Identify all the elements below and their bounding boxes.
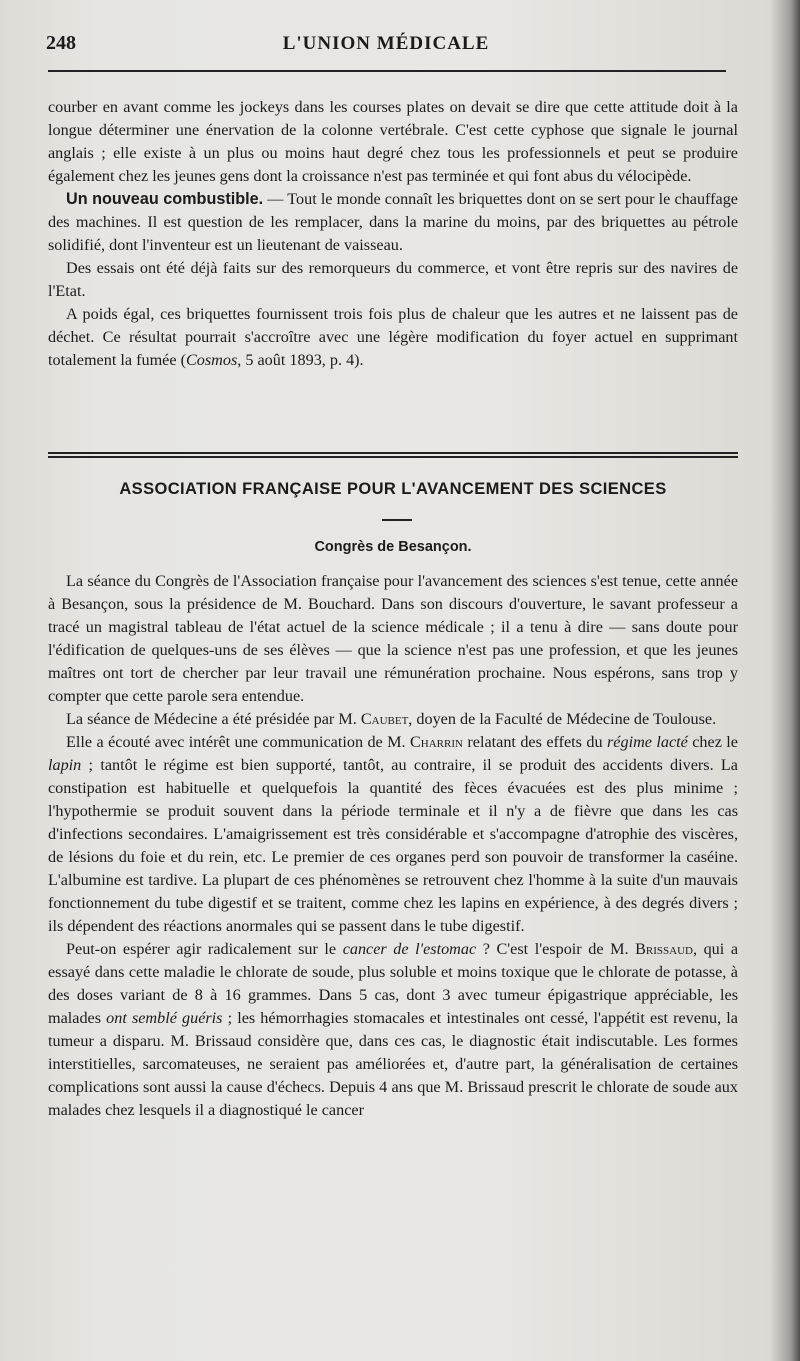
section-subtitle: Congrès de Besançon. [314,539,472,555]
page-header [46,30,726,60]
header-rule [48,70,726,72]
intro-paragraph-4: A poids égal, ces briquettes fournissent trois fois plus de chaleur que les autres et ne laissent pas de déchet. Ce résultat pourrait s'accroître avec une légère modification du foyer actuel en supprimant totalement la fumée (Cosmos, 5 août 1893, p. 4). [48,305,738,369]
source-citation: Cosmos [185,351,238,369]
section-title: ASSOCIATION FRANÇAISE POUR L'AVANCEMENT DES SCIENCES [119,480,667,498]
body-paragraph-4: Peut-on espérer agir radicalement sur le cancer de l'estomac ? C'est l'espoir de M. Brissaud, qui a essayé dans cette maladie le chlorate de soude, plus soluble et moins toxique que le chlorate de potasse, à des doses variant de 8 à 16 grammes. Dans 5 cas, dont 3 avec tumeur épigastrique appréciable, les malades ont semblé guéris ; les hémorrhagies stomacales et intestinales ont cessé, l'appétit est revenu, la tumeur a disparu. M. Brissaud considère que, dans ces cas, le diagnostic était indiscutable. Les formes interstitielles, sarcomateuses, ne seraient pas améliorées et, d'autre part, la généralisation de certaines complications sont aussi la cause d'échecs. Depuis 4 ans que M. Brissaud prescrit le chlorate de soude aux malades chez lesquels il a diagnostiqué le cancer [48,940,739,1119]
section-body [48,570,738,1122]
journal-title: L'UNION MÉDICALE [282,33,490,54]
intro-paragraph-1: courber en avant comme les jockeys dans les courses plates on devait se dire que cette attitude doit à la longue déterminer une énervation de la colonne vertébrale. C'est cette cyphose que signale le journal anglais ; elle existe à un plus ou moins haut degré chez tous les professionnels et peut se produire également chez les jeunes gens dont la croissance n'est pas terminée et qui font abus du vélocipède. [48,98,738,185]
body-paragraph-3: Elle a écouté avec intérêt une communication de M. Charrin relatant des effets du régime lacté chez le lapin ; tantôt le régime est bien supporté, tantôt, au contraire, il se produit des accidents divers. La constipation est habituelle et quelquefois la quantité des fèces évacuées est des plus minime ; l'hypothermie se produit souvent dans la période terminale et il n'y a de fièvre que dans les cas d'infections secondaires. L'amaigrissement est très considérable et s'accompagne d'atrophie des viscères, de lésions du foie et du rein, etc. Le premier de ces organes perd son pouvoir de transformer la caséine. L'albumine est tardive. La plupart de ces phénomènes se retrouvent chez l'homme à la suite d'un mauvais fonctionnement du tube digestif et se traitent, comme chez les lapins en expérience, à des degrés divers ; ils dépendent des réactions anormales qui se passent dans le tube digestif. [48,733,738,935]
body-paragraph-1: La séance du Congrès de l'Association française pour l'avancement des sciences s'est tenue, cette année à Besançon, sous la présidence de M. Bouchard. Dans son discours d'ouverture, le savant professeur a tracé un magistral tableau de l'état actuel de la science médicale ; il a tenu à dire — sans doute pour l'édification de quelques-uns de ses élèves — que la science n'est pas une profession, et que les jeunes maîtres ont tort de chercher par leur travail une rémunération prochaine. Nous espérons, sans trop y compter que cette parole sera entendue. [48,572,738,705]
combustible-heading: Un nouveau combustible. [66,190,264,208]
intro-paragraph-3: Des essais ont été déjà faits sur des remorqueurs du commerce, et vont être repris sur des navires de l'Etat. [48,259,738,300]
person-name: Brissaud [635,940,693,958]
intro-paragraph-2: Un nouveau combustible. — Tout le monde connaît les briquettes dont on se sert pour le chauffage des machines. Il est question de les remplacer, dans la marine du moins, par des briquettes au pétrole solidifié, dont l'inventeur est un lieutenant de vaisseau. [48,190,738,254]
intro-text [48,96,738,372]
page-gutter-shadow [770,0,800,1361]
person-name: Caubet [360,710,409,728]
person-name: Charrin [410,733,463,751]
section-divider [48,452,738,458]
body-paragraph-2: La séance de Médecine a été présidée par M. Caubet, doyen de la Faculté de Médecine de Toulouse. [66,710,717,728]
title-short-rule [382,519,412,521]
page-number: 248 [46,32,76,54]
